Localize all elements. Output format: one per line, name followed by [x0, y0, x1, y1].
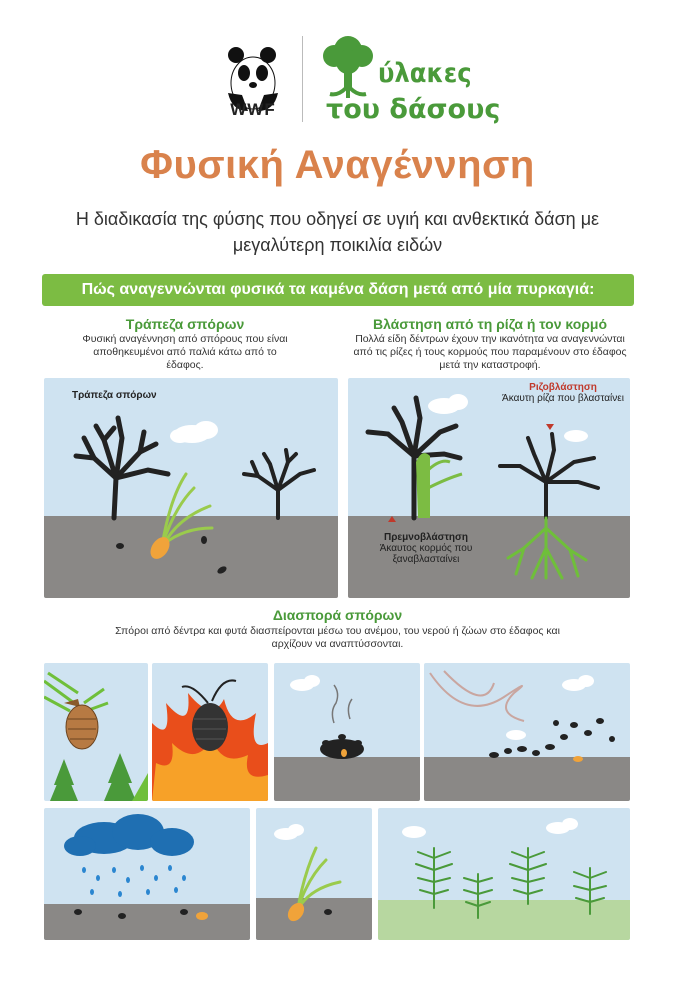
page-title: Φυσική Αναγέννηση [140, 143, 535, 187]
rain-dispersal-panel [44, 808, 250, 940]
wind-dispersal-panel [424, 663, 630, 801]
stump-sprout-callout [366, 532, 486, 565]
seed-bank-panel-label: Τράπεζα σπόρων [72, 390, 157, 401]
young-forest-panel [378, 808, 630, 940]
seed-bank-illustration [44, 378, 338, 598]
dispersal-text: Σπόροι από δέντρα και φυτά διασπείρονται μέσω του ανέμου, του νερού ή ζώων στο έδαφος και αρχίζουν να αναπτύσσονται. [115, 625, 560, 650]
guardians-logo-line1: ύλακες [378, 58, 472, 89]
page-subtitle: Η διαδικασία της φύσης που οδηγεί σε υγιή και ανθεκτικά δάση με μεγαλύτερη ποικιλία ειδών [75, 209, 600, 255]
root-sprout-text: Άκαυτη ρίζα που βλασταίνει [502, 393, 624, 404]
stump-sprout-text: Άκαυτος κορμός που ξαναβλασταίνει [379, 543, 473, 565]
dispersal-title: Διασπορά σπόρων [272, 607, 403, 623]
guardians-logo-line2: του δάσους [326, 94, 501, 125]
seed-bank-title: Τράπεζα σπόρων [125, 316, 245, 332]
root-sprout-callout [498, 382, 628, 404]
pinecone-panel [44, 663, 148, 801]
header-logos [0, 28, 675, 133]
tree-logo-icon [318, 30, 378, 100]
logo-divider [302, 36, 303, 122]
wwf-logo-text: WWF [230, 100, 276, 119]
sprouting-title: Βλάστηση από τη ρίζα ή τον κορμό [372, 316, 608, 332]
sprouting-illustration [348, 378, 630, 598]
seed-bank-text: Φυσική αναγέννηση από σπόρους που είναι αποθηκευμένοι από παλιά κάτω από το έδαφος. [82, 333, 288, 371]
germination-panel [256, 808, 372, 940]
stump-sprout-title: Πρεμνοβλάστηση [384, 532, 468, 543]
fire-panel [152, 663, 268, 801]
section-banner-text: Πώς αναγεννώνται φυσικά τα καμένα δάση μετά από μία πυρκαγιά: [81, 281, 595, 298]
scorched-cone-panel [274, 663, 420, 801]
section-banner [42, 274, 634, 306]
root-sprout-title: Ριζοβλάστηση [529, 382, 597, 393]
sprouting-text: Πολλά είδη δέντρων έχουν την ικανότητα να αναγεννώνται από τις ρίζες ή τους κορμούς που παραμένουν στο έδαφος μετά την καταστροφή. [353, 333, 627, 371]
